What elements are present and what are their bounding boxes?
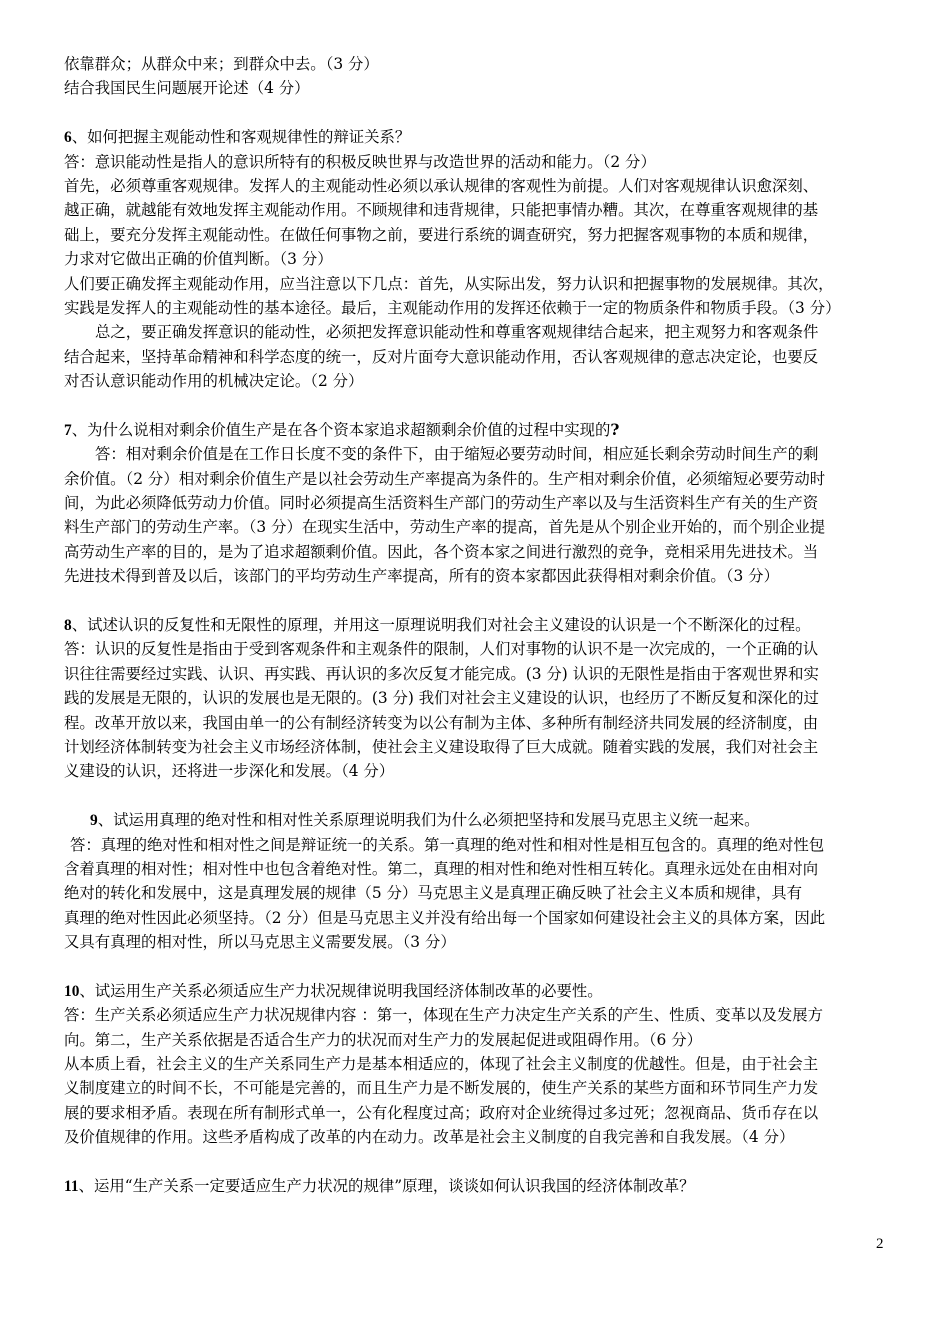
question-text: 、为什么说相对剩余价值生产是在各个资本家追求超额剩余价值的过程中实现的 <box>71 420 611 439</box>
answer-line: 践的发展是无限的，认识的发展也是无限的。(3 分) 我们对社会主义建设的认识，也经历了不断反复和深化的过 <box>64 689 819 708</box>
question-text: 、如何把握主观能动性和客观规律性的辩证关系？ <box>71 128 411 147</box>
answer-line: 及价值规律的作用。这些矛盾构成了改革的内在动力。改革是社会主义制度的自我完善和自我发展。（4 分） <box>64 1128 795 1147</box>
question-text: 、试述认识的反复性和无限性的原理，并用这一原理说明我们对社会主义建设的认识是一个不断深化的过程。 <box>71 615 811 634</box>
answer-line: 计划经济体制转变为社会主义市场经济体制，使社会主义建设取得了巨大成就。随着实践的发展，我们对社会主 <box>64 737 819 756</box>
question-9 <box>64 808 894 832</box>
question-number: 8 <box>64 616 72 634</box>
question-8 <box>64 613 894 637</box>
document-page <box>64 52 894 1198</box>
answer-line: 实践是发挥人的主观能动性的基本途径。最后，主观能动作用的发挥还依赖于一定的物质条件和物质手段。（3 分） <box>64 298 841 317</box>
text-line: 依靠群众；从群众中来；到群众中去。（3 分） <box>64 55 379 73</box>
question-number: 10 <box>64 982 80 1000</box>
answer-line: 越正确，就越能有效地发挥主观能动作用。不顾规律和违背规律，只能把事情办糟。其次，在尊重客观规律的基 <box>64 201 819 220</box>
question-10 <box>64 979 894 1003</box>
question-number: 9 <box>90 812 98 830</box>
answer-line: 又具有真理的相对性，所以马克思主义需要发展。（3 分） <box>64 933 456 952</box>
answer-line: 绝对的转化和发展中，这是真理发展的规律（5 分）马克思主义是真理正确反映了社会主义本质和规律，具有 <box>64 884 803 903</box>
question-text: 、运用“生产关系一定要适应生产力状况的规律”原理，谈谈如何认识我国的经济体制改革？ <box>78 1176 695 1195</box>
answer-line: 答：相对剩余价值是在工作日长度不变的条件下，由于缩短必要劳动时间，相应延长剩余劳动时间生产的剩 <box>95 445 819 464</box>
answer-line: 础上，要充分发挥主观能动性。在做任何事物之前，要进行系统的调查研究，努力把握客观事物的本质和规律， <box>64 225 819 244</box>
paragraph-gap <box>64 393 894 417</box>
question-11 <box>64 1174 894 1198</box>
paragraph-gap <box>64 101 894 125</box>
page-number: 2 <box>876 1236 884 1252</box>
answer-line: 间，为此必须降低劳动力价值。同时必须提高生活资料生产部门的劳动生产率以及与生活资料生产有关的生产资 <box>64 494 819 513</box>
answer-line: 首先，必须尊重客观规律。发挥人的主观能动性必须以承认规律的客观性为前提。人们对客观规律认识愈深刻、 <box>64 176 819 195</box>
answer-line: 展的要求相矛盾。表现在所有制形式单一，公有化程度过高；政府对企业统得过多过死；忽视商品、货币存在以 <box>64 1103 819 1122</box>
answer-line: 真理的绝对性因此必须坚持。（2 分）但是马克思主义并没有给出每一个国家如何建设社会主义的具体方案，因此 <box>64 908 826 927</box>
answer-line: 高劳动生产率的目的，是为了追求超额剩价值。因此，各个资本家之间进行激烈的竞争，竞相采用先进技术。当 <box>64 542 819 561</box>
answer-line: 力求对它做出正确的价值判断。（3 分） <box>64 250 333 269</box>
question-number: 7 <box>64 421 72 439</box>
paragraph-gap <box>64 1150 894 1174</box>
answer-line: 从本质上看，社会主义的生产关系同生产力是基本相适应的，体现了社会主义制度的优越性。但是，由于社会主 <box>64 1055 819 1074</box>
answer-line: 料生产部门的劳动生产率。（3 分）在现实生活中，劳动生产率的提高，首先是从个别企业开始的，而个别企业提 <box>64 518 826 537</box>
answer-line: 义制度建立的时间不长，不可能是完善的，而且生产力是不断发展的，使生产关系的某些方面和环节同生产力发 <box>64 1079 819 1098</box>
question-text: 、试运用生产关系必须适应生产力状况规律说明我国经济体制改革的必要性。 <box>79 981 603 1000</box>
text-line: 结合我国民生问题展开论述（4 分） <box>64 79 310 98</box>
paragraph-gap <box>64 589 894 613</box>
answer-line: 答：认识的反复性是指由于受到客观条件和主观条件的限制，人们对事物的认识不是一次完成的，一个正确的认 <box>64 640 819 659</box>
answer-line: 义建设的认识，还将进一步深化和发展。（4 分） <box>64 762 395 781</box>
question-number: 11 <box>64 1177 79 1195</box>
paragraph-gap <box>64 784 894 808</box>
question-number: 6 <box>64 129 72 147</box>
answer-line: 程。改革开放以来，我国由单一的公有制经济转变为以公有制为主体、多种所有制经济共同发展的经济制度，由 <box>64 713 819 732</box>
question-7 <box>64 418 894 442</box>
answer-line: 人们要正确发挥主观能动作用，应当注意以下几点：首先，从实际出发，努力认识和把握事物的发展规律。其次， <box>64 274 834 293</box>
answer-line: 答：意识能动性是指人的意识所特有的积极反映世界与改造世界的活动和能力。（2 分） <box>64 152 656 171</box>
answer-line: 含着真理的相对性；相对性中也包含着绝对性。第二，真理的相对性和绝对性相互转化。真理永远处在由相对向 <box>64 859 819 878</box>
answer-line: 余价值。（2 分）相对剩余价值生产是以社会劳动生产率提高为条件的。生产相对剩余价值，必须缩短必要劳动时 <box>64 469 826 488</box>
question-text: 、试运用真理的绝对性和相对性关系原理说明我们为什么必须把坚持和发展马克思主义统一起来。 <box>97 811 760 830</box>
answer-line: 识往往需要经过实践、认识、再实践、再认识的多次反复才能完成。(3 分) 认识的无限性是指由于客观世界和实 <box>64 664 819 683</box>
question-mark: ? <box>610 420 620 439</box>
answer-line: 答：真理的绝对性和相对性之间是辩证统一的关系。第一真理的绝对性和相对性是相互包含的。真理的绝对性包 <box>70 835 825 854</box>
answer-line: 先进技术得到普及以后，该部门的平均劳动生产率提高，所有的资本家都因此获得相对剩余价值。（3 分） <box>64 567 779 586</box>
answer-line: 对否认意识能动作用的机械决定论。（2 分） <box>64 372 364 391</box>
answer-line: 总之，要正确发挥意识的能动性，必须把发挥意识能动性和尊重客观规律结合起来，把主观努力和客观条件 <box>95 323 819 342</box>
paragraph-gap <box>64 954 894 978</box>
question-6 <box>64 125 894 149</box>
answer-line: 向。第二，生产关系依据是否适合生产力的状况而对生产力的发展起促进或阻碍作用。（6 分） <box>64 1030 703 1049</box>
answer-line: 答：生产关系必须适应生产力状况规律内容 ：第一，体现在生产力决定生产关系的产生、性质、变革以及发展方 <box>64 1006 824 1025</box>
answer-line: 结合起来，坚持革命精神和科学态度的统一，反对片面夸大意识能动作用，否认客观规律的意志决定论，也要反 <box>64 347 819 366</box>
